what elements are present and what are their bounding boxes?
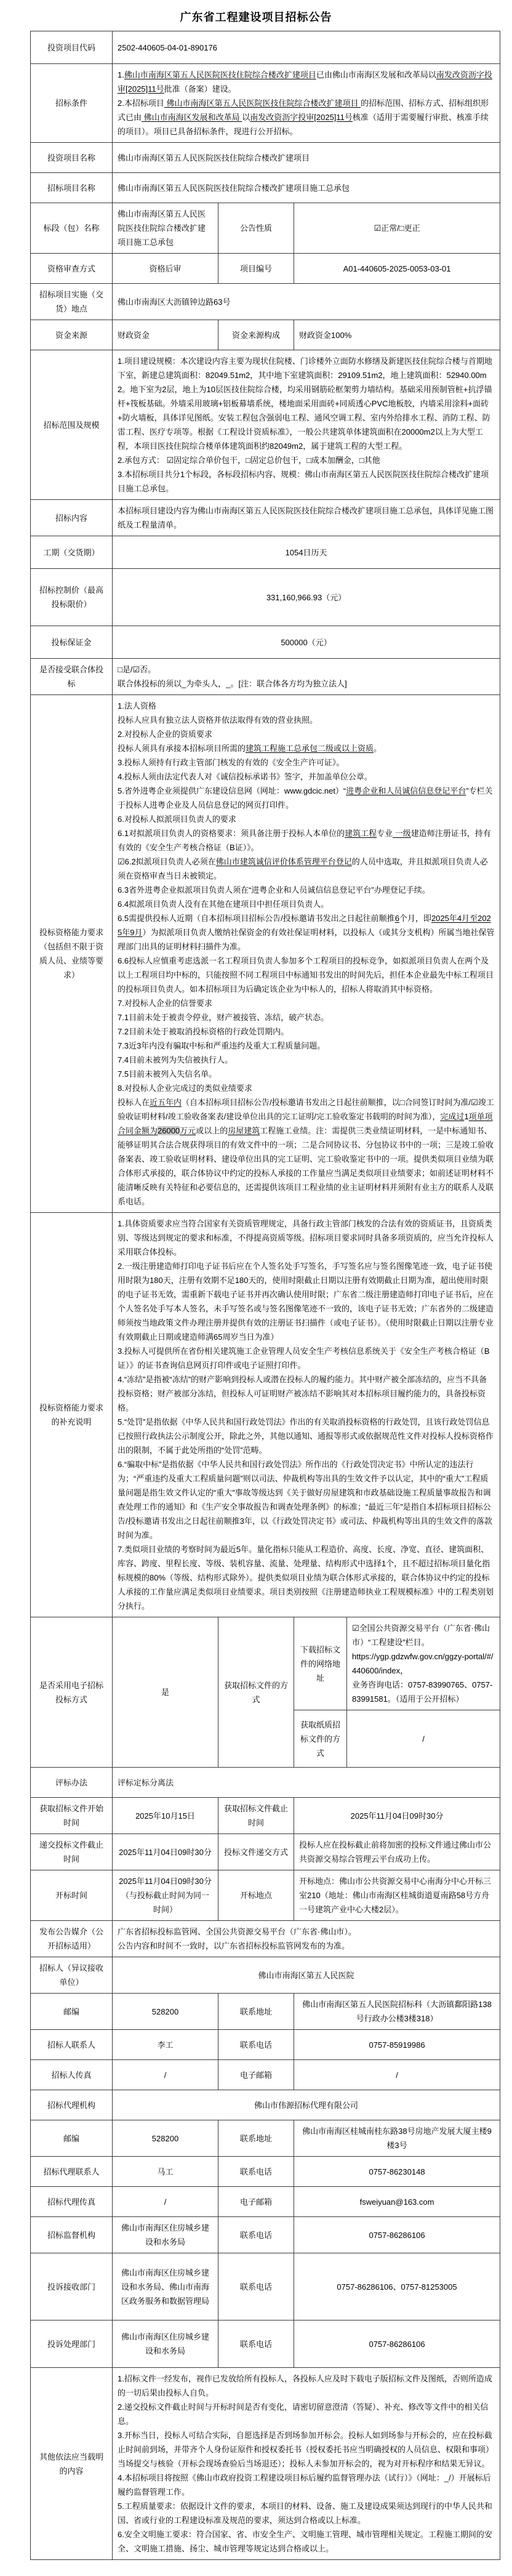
complaint-handling-value: 佛山市南海区住房城乡建设和水务局 bbox=[113, 2320, 218, 2368]
row-tenderer-contact bbox=[31, 2030, 500, 2060]
doc-obtain-start-value: 2025年10月15日 bbox=[113, 1798, 218, 1834]
tenderer-address-value: 佛山市南海区第五人民医院招标科（大沥镇鄱阳路138号行政办公楼3楼318） bbox=[294, 1994, 500, 2030]
agency-label: 招标代理机构 bbox=[31, 2090, 113, 2120]
row-doc-obtain-time bbox=[31, 1798, 500, 1834]
project-number-label: 项目编号 bbox=[218, 254, 294, 284]
row-tender-conditions bbox=[31, 64, 500, 143]
duration-label: 工期（交货期） bbox=[31, 536, 113, 569]
agency-email-label: 电子邮箱 bbox=[218, 2187, 294, 2217]
bid-bond-value: 500000（元） bbox=[113, 626, 500, 659]
funding-label: 资金来源 bbox=[31, 320, 113, 350]
announcement-nature-value: ☑正常/□更正 bbox=[294, 203, 500, 254]
download-address-label: 下载招标文件的网络地址 bbox=[294, 1617, 347, 1710]
bid-bond-label: 投标保证金 bbox=[31, 626, 113, 659]
row-tenderer-postcode bbox=[31, 1994, 500, 2030]
tenderer-email-value: / bbox=[294, 2060, 500, 2090]
qualification-review-label: 资格审查方式 bbox=[31, 254, 113, 284]
opening-time-value: 2025年11月04日09时30分（与投标截止时间为同一时间） bbox=[113, 1870, 218, 1921]
consortium-label: 是否接受联合体投标 bbox=[31, 659, 113, 695]
row-funding bbox=[31, 320, 500, 350]
tender-conditions-label: 招标条件 bbox=[31, 64, 113, 143]
row-other-contents bbox=[31, 2368, 500, 2560]
opening-place-label: 开标地点 bbox=[218, 1870, 294, 1921]
agency-fax-value: / bbox=[113, 2187, 218, 2217]
qualification-requirements-value: 1.法人资格 投标人应具有独立法人资格并依法取得有效的营业执照。 2.对投标人企业的资质要求 投标人须具有承接本招标项目所需的建筑工程施工总承包二级或以上资质。 3.投标人须持有行政主管部门核发的有效的《安全生产许可证》。 4.投标人须由法定代表人对《诚信投标承诺书》签字，并加盖单位公章。 5.省外进粤企业须提供广东建设信息网（网址：www.gdcic.net）“进粤企业和人员诚信信息登记平台”专栏关于投标人进粤企业及人员信息登记的网页打印件。 6.对投标人拟派项目负责人的要求 6.1对拟派项目负责人的资格要求：须具备注册于投标人本单位的建筑工程专业 一级建造师注册证书，持有有效的《安全生产考核合格证（B证）》。 ☑6.2拟派项目负责人必须在佛山市建筑诚信评价体系管理平台登记的人员中选取，并且拟派项目负责人必须在资格审查当日未被锁定。 6.3省外进粤企业拟派项目负责人须在“进粤企业和人员诚信信息登记平台”办理登记手续。 6.4拟派项目负责人没有在其他在建项目中担任项目负责人。 6.5需提供投标人近期（自本招标项目招标公告/投标邀请书发出之日起往前顺推6个月，即2025年4月至2025年9月）为拟派项目负责人缴纳社保资金的有效社保证明材料，以投标人（或其分支机构）所属当地社保管理部门出具的证明材料扫描件为准。 6.6投标人应慎重考虑选派一名工程项目负责人参加多个工程项目的投标竞争，如拟派项目负责人在两个及以上工程项目均中标的，只能按照不同工程项目中标通知书发出的时间先后，担任本企业最先中标工程项目的投标项目负责人。如本招标项目为后确定该企业为中标人的，招标人将取消其中标资格。 7.对投标人企业的信誉要求 7.1目前未处于被责令停业，财产被接管、冻结，破产状态。 7.2目前未处于被取消投标资格的行政处罚期内。 7.3近3年内没有骗取中标和严重违约及重大工程质量问题。 7.4目前未被列为失信被执行人。 7.5目前未被列入失信名单。 8.对投标人企业完成过的类似业绩要求 投标人在近五年内（自本招标项目招标公告/投标邀请书发出之日起往前顺推，以□合同签订时间为准/☑竣工验收证明材料/竣工验收备案表/建设单位出具的完工证明/完工验收鉴定书载明的时间为准），完成过1项单项合同金额为26000万元或以上的房屋建筑工程施工业绩。注：需提供三类业绩证明材料，一是中标通知书、能够证明其合法合规获得项目的有效文件中的一项；二是合同协议书、分包协议书中的一项；三是竣工验收备案表、竣工验收证明材料、建设单位出具的完工证明、完工验收鉴定书中的一项。提供类似项目业绩为联合体形式承接的，联合体协议中约定的投标人承接的工作量应当满足类似项目业绩要求；如前述证明材料不能清晰反映有关特征和必要信息的，还需提供该项目工程业绩的业主证明材料并须附有业主方的联系人及联系电话。 bbox=[113, 695, 500, 1213]
complaint-handling-label: 投诉处理部门 bbox=[31, 2320, 113, 2368]
complaint-receiving-value: 佛山市南海区住房城乡建设和水务局、佛山市南海区政务服务和数据管理局 bbox=[113, 2253, 218, 2320]
complaint-receiving-label: 投诉接收部门 bbox=[31, 2253, 113, 2320]
doc-obtain-deadline-label: 获取招标文件截止时间 bbox=[218, 1798, 294, 1834]
agency-postcode-value: 528200 bbox=[113, 2120, 218, 2157]
tenderer-phone-label: 联系电话 bbox=[218, 2030, 294, 2060]
funding-value: 财政资金 bbox=[113, 320, 218, 350]
row-supplementary-notes bbox=[31, 1213, 500, 1617]
evaluation-method-value: 评标定标分离法 bbox=[113, 1768, 500, 1798]
control-price-value: 331,160,966.93（元） bbox=[113, 569, 500, 626]
agency-postcode-label: 邮编 bbox=[31, 2120, 113, 2157]
consortium-value: □是/☑否。 联合体投标的须以_为牵头人，_。[注：联合体各方均为独立法人] bbox=[113, 659, 500, 695]
supervision-label: 招标监督机构 bbox=[31, 2217, 113, 2253]
row-agency-fax bbox=[31, 2187, 500, 2217]
tenderer-address-label: 联系地址 bbox=[218, 1994, 294, 2030]
investment-project-name-label: 投资项目名称 bbox=[31, 143, 113, 173]
row-project-code bbox=[31, 31, 500, 64]
row-bid-bond bbox=[31, 626, 500, 659]
row-content bbox=[31, 500, 500, 536]
supplementary-notes-value: 1.具体资质要求应当符合国家有关资质管理规定，具备行政主管部门核发的合法有效的资质证书，且资质类别、等级达到规定的要求和标准，不得提高资质等级。招标项目要求同时具备多项资质的，应当允许投标人采用联合体投标。 2.一级注册建造师打印电子证书后应在个人签名处手写签名，手写签名应与签名图像笔迹一致，电子证书使用时限为180天，注册有效期不足180天的，使用时限截止日期以注册有效期截止日期为准，超出使用时限的电子证书无效，需重新下载电子证书并再次确认使用时限；广东省二级注册建造师打印电子证书后，应在个人签名处手写本人签名，未手写签名或与签名图像笔迹不一致的，该电子证书无效；广东省外的二级建造师须按当地政策文件办理注册并提供有效的注册证书扫描件（或电子证书）。（使用时限截止日期以注册专业有效期截止日期或建造师满65周岁当日为准） 3.投标人可提供所在省份相关建筑施工企业管理人员安全生产考核信息系统关于《安全生产考核合格证（B证）》的证书查询信息网页打印件或电子证照打印件。 4.“冻结”是指被“冻结”的财产影响到投标人或潜在投标人的履约能力。其中财产被全部冻结的，应当不具备投标资格；财产被部分冻结，但投标人可证明财产被冻结不影响其对本招标项目履约能力的，具备投标资格。 5.“处罚”是指依据《中华人民共和国行政处罚法》作出的有关取消投标资格的行政处罚，且该行政处罚信息已按照行政执法公示制度公开，除此之外，其他以通知、通报等形式或依据规范性文件对投标人投标资格作出的限制，不属于此处所指的“处罚”范畴。 6.“骗取中标”是指依据《中华人民共和国行政处罚法》所作出的《行政处罚决定书》中所认定的违法行为；“严重违约及重大工程质量问题”则以司法、仲裁机构等出具的生效文件予以认定，其中的“重大”工程质量问题是指生效文件认定的“重大”事故等级达到《关于做好房屋建筑和市政基础设施工程质量事故报告和调查处理工作的通知》和《生产安全事故报告和调查处理条例》的标准；“最近三年”是指自本招标项目招标公告/投标邀请书发出之日起往前顺推3年，以《行政处罚决定书》或司法、仲裁机构等出具的生效文件的落款时间为准。 7.类似项目业绩的考察时间为最近5年。量化指标只能从工程造价、高度、长度、净宽、直径、建筑面积、库容、跨度、里程长度、等级、装机容量、流量、处理量、结构形式中选择1个，且不超过招标项目量化指标规模的80%（等级、结构形式除外）。提供类似项目业绩为联合体形式承接的，联合体协议中约定的投标人承接的工作量应满足类似项目业绩要求。项目类别按照《注册建造师执业工程规模标准》中的工程类别划分执行。 bbox=[113, 1213, 500, 1617]
row-complaint-receiving bbox=[31, 2253, 500, 2320]
announcement-media-label: 发布公告媒介（公开招标适用） bbox=[31, 1921, 113, 1957]
row-submission-deadline bbox=[31, 1834, 500, 1870]
supervision-phone-label: 联系电话 bbox=[218, 2217, 294, 2253]
opening-time-label: 开标时间 bbox=[31, 1870, 113, 1921]
tender-announcement-table bbox=[30, 31, 500, 2560]
agency-fax-label: 招标代理传真 bbox=[31, 2187, 113, 2217]
row-evaluation-method bbox=[31, 1768, 500, 1798]
tender-project-name-label: 招标项目名称 bbox=[31, 173, 113, 203]
scope-label: 招标范围及规模 bbox=[31, 350, 113, 500]
control-price-label: 招标控制价（最高投标限价） bbox=[31, 569, 113, 626]
location-value: 佛山市南海区大沥镇钟边路63号 bbox=[113, 284, 500, 320]
tender-project-name-value: 佛山市南海区第五人民医院医技住院综合楼改扩建项目施工总承包 bbox=[113, 173, 500, 203]
funding-composition-value: 财政资金100% bbox=[294, 320, 500, 350]
tenderer-value: 佛山市南海区第五人民医院 bbox=[113, 1957, 500, 1994]
project-code-value: 2502-440605-04-01-890176 bbox=[113, 31, 500, 64]
paper-doc-value: / bbox=[347, 1710, 500, 1768]
section-name-label: 标段（包）名称 bbox=[31, 203, 113, 254]
tenderer-phone-value: 0757-85919986 bbox=[294, 2030, 500, 2060]
opening-place-value: 开标地点：佛山市公共资源交易中心南海分中心开标三室210（地址：佛山市南海区桂城街道夏南路58号方舟一号建筑产业中心大楼2层）。 bbox=[294, 1870, 500, 1921]
scope-value: 1.项目建设规模：本次建设内容主要为现状住院楼、门诊楼外立面防水修缮及新建医技住院综合楼与首期地下室，新建总建筑面积：82049.51m2，其中地下室建筑面积：29109.51m2，地上建筑面积：52940.00m2。地下室为2层，地上为10层医技住院综合楼，均采用钢筋砼框架剪力墙结构。基础采用预制管桩+抗浮锚杆+筏板基础。外墙采用玻璃+铝板幕墙系统，楼地面采用面砖+同质透心PVC地板胶，内墙采用涂料+面砖+防火墙板，具体详见图纸。安装工程包含强弱电工程、通风空调工程、室内外给排水工程、消防工程、防雷工程、医疗专项等。根据《工程设计资质标准》，一般公共建筑单体建筑面积在20000m2以上为大型工程，本项目医技住院综合楼单体建筑面积约82049m2，属于建筑工程的大型工程。 2.承包方式： ☑固定综合单价包干，□固定总价包干，□成本加酬金，□其他 3.本招标项目共分1个标段，各标段招标内容、规模：佛山市南海区第五人民医院医技住院综合楼改扩建项目施工总承包。 bbox=[113, 350, 500, 500]
row-location bbox=[31, 284, 500, 320]
announcement-nature-label: 公告性质 bbox=[218, 203, 294, 254]
submission-deadline-label: 递交投标文件截止时间 bbox=[31, 1834, 113, 1870]
row-announcement-media bbox=[31, 1921, 500, 1957]
agency-email-value: fsweiyuan@163.com bbox=[294, 2187, 500, 2217]
content-label: 招标内容 bbox=[31, 500, 113, 536]
row-section-name bbox=[31, 203, 500, 254]
project-code-label: 投资项目代码 bbox=[31, 31, 113, 64]
doc-obtain-deadline-value: 2025年11月04日09时30分 bbox=[294, 1798, 500, 1834]
e-bidding-label: 是否采用电子招标投标方式 bbox=[31, 1617, 113, 1768]
row-scope bbox=[31, 350, 500, 500]
agency-address-label: 联系地址 bbox=[218, 2120, 294, 2157]
agency-value: 佛山市伟源招标代理有限公司 bbox=[113, 2090, 500, 2120]
announcement-media-value: 广东省招标投标监管网、全国公共资源交易平台（广东省·佛山市）。 公告内容和时间不一致时，以广东省招标投标监管网发布的为准。 bbox=[113, 1921, 500, 1957]
tenderer-email-label: 电子邮箱 bbox=[218, 2060, 294, 2090]
download-address-value: ☑全国公共资源交易平台（广东省·佛山市）“工程建设”栏目。 https://ygp.gdzwfw.gov.cn/ggzy-portal/#/440600/index， 业务咨询电话：0757-83990765、0757-83991581。（适用于公开招标） bbox=[347, 1617, 500, 1710]
complaint-receiving-phone-label: 联系电话 bbox=[218, 2253, 294, 2320]
tenderer-fax-label: 招标人传真 bbox=[31, 2060, 113, 2090]
agency-contact-label: 招标代理联系人 bbox=[31, 2157, 113, 2187]
e-bidding-value: 是 bbox=[113, 1617, 218, 1768]
row-tenderer bbox=[31, 1957, 500, 1994]
submission-deadline-value: 2025年11月04日09时30分 bbox=[113, 1834, 218, 1870]
row-control-price bbox=[31, 569, 500, 626]
agency-phone-value: 0757-86230148 bbox=[294, 2157, 500, 2187]
paper-doc-label: 获取纸质招标文件的方式 bbox=[294, 1710, 347, 1768]
agency-address-value: 佛山市南海区桂城南桂东路38号房地产发展大厦主楼9楼3号 bbox=[294, 2120, 500, 2157]
row-agency-contact bbox=[31, 2157, 500, 2187]
complaint-handling-phone-label: 联系电话 bbox=[218, 2320, 294, 2368]
tenderer-postcode-value: 528200 bbox=[113, 1994, 218, 2030]
tenderer-postcode-label: 邮编 bbox=[31, 1994, 113, 2030]
row-tender-project-name bbox=[31, 173, 500, 203]
supervision-phone-value: 0757-86286106 bbox=[294, 2217, 500, 2253]
row-agency bbox=[31, 2090, 500, 2120]
row-duration bbox=[31, 536, 500, 569]
complaint-receiving-phone-value: 0757-86286106、0757-81253005 bbox=[294, 2253, 500, 2320]
tenderer-contact-value: 李工 bbox=[113, 2030, 218, 2060]
row-e-bidding bbox=[31, 1617, 500, 1710]
content-value: 本招标项目建设内容为佛山市南海区第五人民医院医技住院综合楼改扩建项目施工总承包，具体详见施工图纸及工程量清单。 bbox=[113, 500, 500, 536]
submission-method-label: 投标文件递交方式 bbox=[218, 1834, 294, 1870]
row-complaint-handling bbox=[31, 2320, 500, 2368]
other-contents-value: 1.招标文件一经发布，视作已发放给所有投标人，各投标人应及时下载电子版招标文件及图纸，否则所造成的一切后果由投标人自负。 2.递交投标文件截止时间与开标时间是否有变化，请密切留意澄清（答疑）、补充、修改等文件中的相关信息。 3.开标当日，投标人可结合实际，自愿选择是否到场参加开标会。投标人如到场参与开标会的，应在投标截止时间前到场，并带齐个人身份证原件和授权委托书（授权委托书应当明确授权的人员信息、权限和事项）当场提交与核验（开标会现场查验后当场退还）；投标人未参加开标会的，视为对开标程序和结果无异议。 4.本招标项目将按照《佛山市政府投资工程建设项目标后履约监督管理办法（试行）》（网址：_/）开展标后履约监督管理工作。 5.工程质量要求：依据设计文件的要求，本项目的材料、设备、施工及建设成果须达到现行的中华人民共和国、省或行业的工程建设标准及规范的要求，须达到合格或以上标准。 6.安全文明施工要求：符合国家、省、市安全生产、文明施工管理、城市管理相关规定。工程施工期间的安全、文明施工措施、扬尘、城市管理等规定达到合格或以上。 bbox=[113, 2368, 500, 2560]
tenderer-fax-value: / bbox=[113, 2060, 218, 2090]
other-contents-label: 其他依法应当载明的内容 bbox=[31, 2368, 113, 2560]
supervision-value: 佛山市南海区住房城乡建设和水务局 bbox=[113, 2217, 218, 2253]
row-supervision bbox=[31, 2217, 500, 2253]
section-name-value: 佛山市南海区第五人民医院医技住院综合楼改扩建项目施工总承包 bbox=[113, 203, 218, 254]
doc-obtain-start-label: 获取招标文件开始时间 bbox=[31, 1798, 113, 1834]
location-label: 招标项目实施（交货）地点 bbox=[31, 284, 113, 320]
agency-phone-label: 联系电话 bbox=[218, 2157, 294, 2187]
funding-composition-label: 资金来源构成 bbox=[218, 320, 294, 350]
project-number-value: A01-440605-2025-0053-03-01 bbox=[294, 254, 500, 284]
submission-method-value: 投标人应在投标截止前将加密的投标文件通过佛山市公共资源交易综合管理云平台成功上传。 bbox=[294, 1834, 500, 1870]
evaluation-method-label: 评标办法 bbox=[31, 1768, 113, 1798]
supplementary-notes-label: 投标资格能力要求的补充说明 bbox=[31, 1213, 113, 1617]
duration-value: 1054日历天 bbox=[113, 536, 500, 569]
row-consortium bbox=[31, 659, 500, 695]
qualification-requirements-label: 投标资格能力要求（包括但不限于资质人员、业绩等要求） bbox=[31, 695, 113, 1213]
row-agency-postcode bbox=[31, 2120, 500, 2157]
tender-conditions-value: 1.佛山市南海区第五人民医院医技住院综合楼改扩建项目已由佛山市南海区发展和改革局以南发改资沥字投审[2025]11号批准（备案）建设。 2.本招标项目 佛山市南海区第五人民医院医技住院综合楼改扩建项目 的招标范围、招标方式、招标组织形式已由 佛山市南海区发展和改革局 以南发改资沥字投审[2025]11号核准（适用于需要履行审批、核准手续的项目）。项目已具备招标条件，现进行公开招标。 bbox=[113, 64, 500, 143]
doc-obtain-method-label: 获取招标文件的方式 bbox=[218, 1617, 294, 1768]
row-opening-time bbox=[31, 1870, 500, 1921]
complaint-handling-phone-value: 0757-86286106 bbox=[294, 2320, 500, 2368]
row-investment-project-name bbox=[31, 143, 500, 173]
qualification-review-value: 资格后审 bbox=[113, 254, 218, 284]
agency-contact-value: 马工 bbox=[113, 2157, 218, 2187]
tenderer-contact-label: 招标人联系人 bbox=[31, 2030, 113, 2060]
tenderer-label: 招标人（异议接收单位） bbox=[31, 1957, 113, 1994]
row-qualification-review bbox=[31, 254, 500, 284]
page-title: 广东省工程建设项目招标公告 bbox=[180, 11, 332, 23]
row-qualification-requirements bbox=[31, 695, 500, 1213]
investment-project-name-value: 佛山市南海区第五人民医院医技住院综合楼改扩建项目 bbox=[113, 143, 500, 173]
row-tenderer-fax bbox=[31, 2060, 500, 2090]
